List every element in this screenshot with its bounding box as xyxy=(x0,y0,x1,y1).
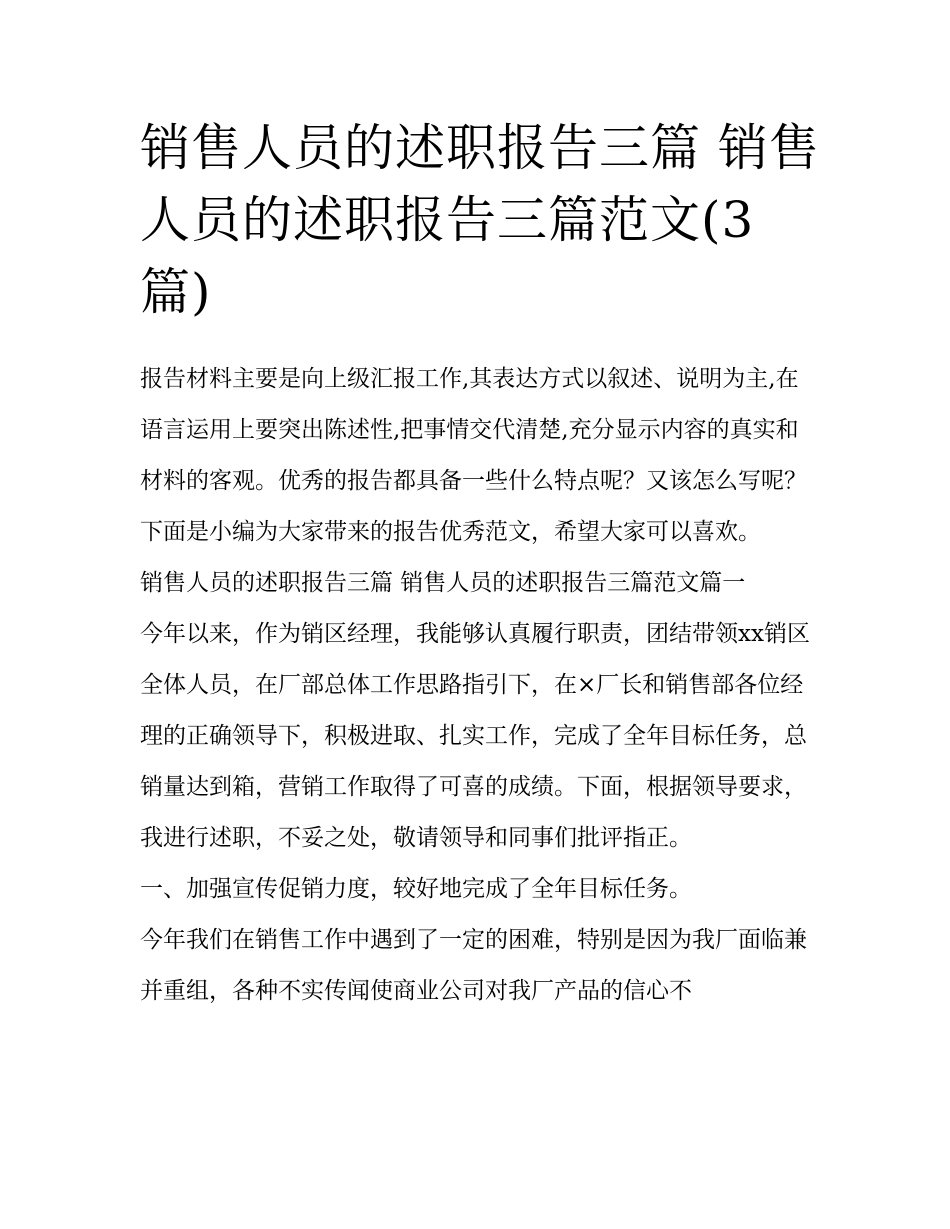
section-heading-1: 一、加强宣传促销力度，较好地完成了全年目标任务。 xyxy=(140,876,692,902)
section-1-paragraph: 今年我们在销售工作中遇到了一定的困难，特别是因为我厂面临兼并重组，各种不实传闻使商业公司对我厂产品的信心不 xyxy=(140,927,807,1004)
report-paragraph: 今年以来，作为销区经理，我能够认真履行职责，团结带领xx销区全体人员，在厂部总体工作思路指引下，在×厂长和销售部各位经理的正确领导下，积极进取、扎实工作，完成了全年目标任务，总销量达到箱，营销工作取得了可喜的成绩。下面，根据领导要求，我进行述职，不妥之处，敬请领导和同事们批评指正。 xyxy=(140,621,810,851)
document-title: 销售人员的述职报告三篇 销售人员的述职报告三篇范文(3篇) xyxy=(140,119,820,321)
intro-paragraph: 报告材料主要是向上级汇报工作,其表达方式以叙述、说明为主,在语言运用上要突出陈述性,把事情交代清楚,充分显示内容的真实和材料的客观。优秀的报告都具备一些什么特点呢？又该怎么写呢？下面是小编为大家带来的报告优秀范文，希望大家可以喜欢。 xyxy=(140,366,807,545)
document-body xyxy=(140,354,815,1017)
section-title: 销售人员的述职报告三篇 销售人员的述职报告三篇范文篇一 xyxy=(140,570,746,596)
